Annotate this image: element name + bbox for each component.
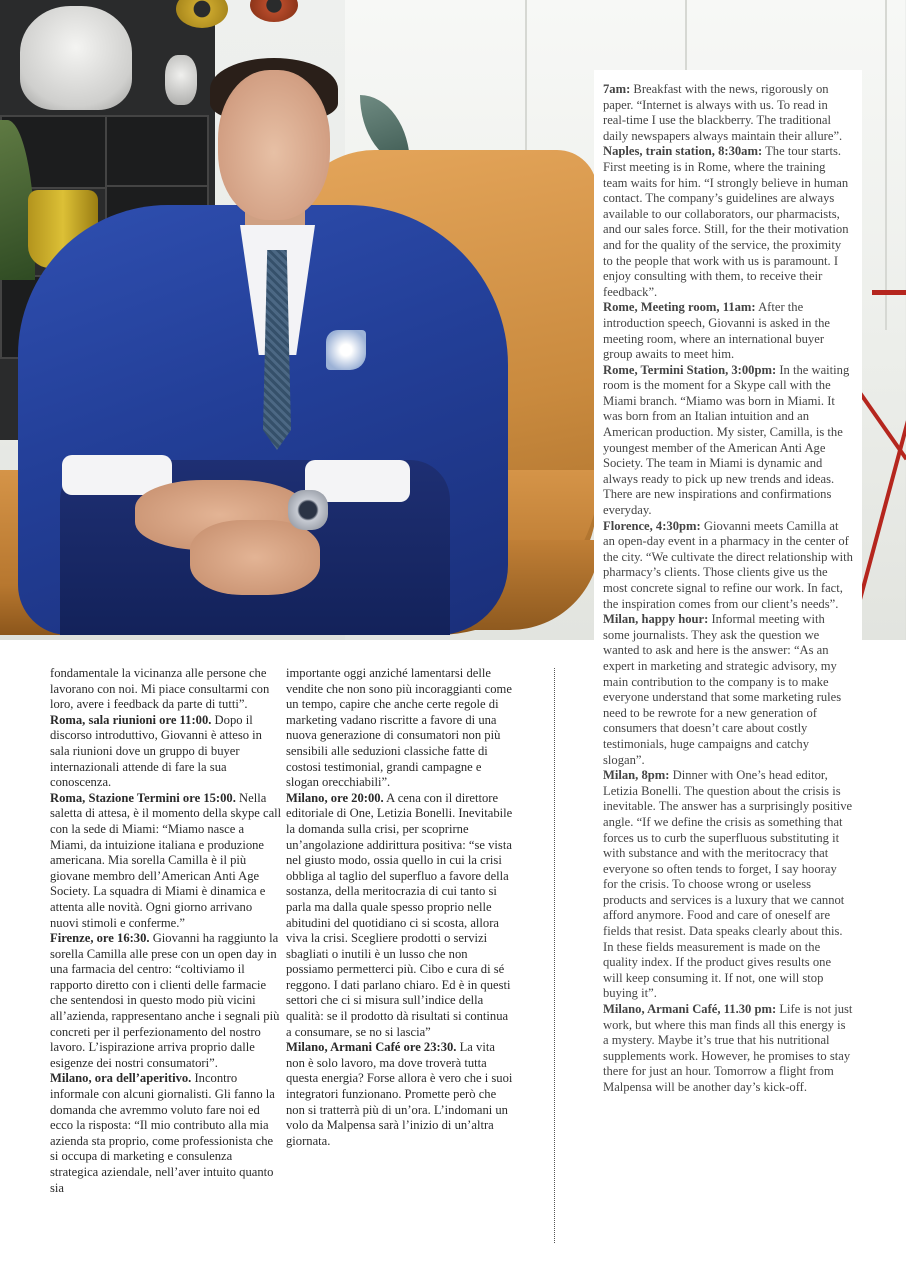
paragraph-milano-20 (286, 791, 516, 1041)
paragraph-heading: Milano, ore 20:00. (286, 790, 384, 805)
paragraph-text: Nella saletta di attesa, è il momento della skype call con la sede di Miami: “Miamo nasce a Miami, da intuizione italiana e produzione americana. Mia sorella Camilla è il più giovane membro dell’American Anti Age Society. La squadra di Miami è dinamica e attenta alle novità. Ogni giorno arrivano nuovi stimoli e conferme.” (50, 790, 282, 930)
paragraph-heading: Milan, 8pm: (603, 768, 670, 783)
paragraph-text: La vita non è solo lavoro, ma dove troverà tutta questa energia? Forse allora è vero che i suoi integratori funzionano. Promette però che non si tratterrà più di un’ora. L’indomani un volo da Malpensa sarà l’inizio di un’altra giornata. (286, 1040, 513, 1148)
paragraph-text: A cena con il direttore editoriale di One, Letizia Bonelli. Inevitabile la domanda sulla crisi, per scoprirne un’angolazione addirittura positiva: “se vista nel giusto modo, ossia quello in cui la crisi obbliga al taglio del superfluo a favore della sostanza, della meritocrazia di cui tanto si parla ma dalla quale spesso proprio nelle abitudini del quotidiano ci si scosta, allora viva la crisi. Scegliere prodotti o servizi sbagliati o inutili è un lusso che non possiamo permetterci più. Cibo e cura di sé reggono. I dati parlano chiaro. Ed è in questi settori che ci si misura sull’indice della qualità: se il prodotto dà risultati si continua a consumare, se no si lascia” (286, 790, 513, 1039)
english-column (603, 82, 853, 1096)
italian-column-2 (286, 666, 516, 1149)
paragraph-text: In the waiting room is the moment for a Skype call with the Miami branch. “Miamo was born in Miami. It was born from an Italian intuition and an American production. My sister, Camilla, is the youngest member of the American Anti Age Society. The team in Miami is dynamic and always ready to pick up new trends and ideas. There are new inspirations and confirmations everyday. (603, 362, 850, 518)
paragraph-heading: Rome, Meeting room, 11am: (603, 300, 756, 315)
paragraph-heading: Milano, Armani Café, 11.30 pm: (603, 1002, 777, 1017)
paragraph-rome-meeting (603, 300, 853, 362)
paragraph-7am (603, 82, 853, 144)
paragraph-rome-termini (603, 363, 853, 519)
hand (190, 520, 320, 595)
paragraph-text: Informal meeting with some journalists. They ask the question we wanted to ask and here is the answer: “As an expert in marketing and strategic advisory, my main contribution to the company is to make everyone understand that some marketing rules need to be rewrote for a new generation of consumers that doesn’t care about costly testimonials, huge campaigns and catchy slogan”. (603, 612, 842, 767)
paragraph-roma-sala (50, 713, 282, 791)
paragraph-heading: Milano, Armani Café ore 23:30. (286, 1040, 457, 1055)
paragraph-milano-armani (286, 1040, 516, 1149)
paragraph-heading: Roma, Stazione Termini ore 15:00. (50, 790, 236, 805)
shelf-cell (105, 115, 209, 189)
paragraph-milan-8pm (603, 768, 853, 1002)
paragraph-firenze (50, 931, 282, 1071)
paragraph-heading: Naples, train station, 8:30am: (603, 144, 763, 159)
paragraph-text: Dinner with One’s head editor, Letizia Bonelli. The question about the crisis is inevitable. The answer has a surprisingly positive angle. “If we define the crisis as something that forces us to curb the superfluous substituting it with substance and with the meritocracy that everyone so often tends to forget, I say hooray for the crisis. To choose wrong or useless products and services is a luxury that we cannot afford anymore. Food and care of oneself are fields that resist. Data speaks clearly about this. In these fields measurement is made on the quality index. If the product gives results one will keep consuming it. If not, one will stop buying it”. (603, 768, 853, 1001)
paragraph-heading: Firenze, ore 16:30. (50, 931, 150, 946)
paragraph-continuation: importante oggi anziché lamentarsi delle vendite che non sono più incoraggianti come un tempo, capire che anche certe regole di marketing vadano riscritte a favore di una nuova generazione di consumatori non più sensibili alle seduzioni classiche fatte di costosi testimonial, grandi campagne e slogan orecchiabili”. (286, 666, 512, 790)
paragraph-heading: Rome, Termini Station, 3:00pm: (603, 362, 777, 377)
paragraph-milano-armani (603, 1002, 853, 1096)
paragraph-heading: Roma, sala riunioni ore 11:00. (50, 712, 212, 727)
paragraph-roma-termini (50, 791, 282, 931)
paragraph-text: Dopo il discorso introduttivo, Giovanni è atteso in sala riunioni dove un gruppo di buyer internazionali attende di fare la sua conoscenza. (50, 712, 262, 790)
paragraph-text: After the introduction speech, Giovanni is asked in the meeting room, where an international buyer group awaits to meet him. (603, 300, 830, 362)
paragraph-intro: fondamentale la vicinanza alle persone che lavorano con noi. Mi piace consultarmi con loro, avere i feedback da parte di tutti”. (50, 666, 270, 712)
paragraph-heading: Florence, 4:30pm: (603, 518, 701, 533)
paragraph-heading: 7am: (603, 82, 631, 96)
man-tie (263, 250, 291, 450)
buddha-statue (20, 6, 132, 110)
stand-bar (872, 290, 906, 295)
red-ring-sculpture (250, 0, 298, 22)
pocket-square (326, 330, 366, 370)
paragraph-text: Breakfast with the news, rigorously on paper. “Internet is always with us. To read in real-time I use the blackberry. The traditional daily newspapers always maintain their allure”. (603, 82, 843, 143)
small-statue (165, 55, 197, 105)
paragraph-milano-aperitivo (50, 1071, 282, 1196)
paragraph-milan-happy-hour (603, 612, 853, 768)
paragraph-text: Life is not just work, but where this man finds all this energy is a mystery. Maybe it’s true that his nutritional supplements work. However, he promises to stay there for just an hour. Tomorrow a flight from Malpensa will be another day’s kick-off. (603, 1002, 853, 1094)
column-divider (554, 668, 555, 1243)
stand-bar (856, 413, 906, 607)
man-face (218, 70, 330, 220)
paragraph-text: Giovanni meets Camilla at an open-day event in a pharmacy in the center of the city. “We cultivate the direct relationship with pharmacy’s clients. Those clients give us the most concrete signal to refine our work. In fact, the inspiration comes from our client’s needs”. (603, 518, 853, 611)
paragraph-heading: Milan, happy hour: (603, 612, 709, 627)
red-stand (862, 290, 906, 610)
paragraph-heading: Milano, ora dell’aperitivo. (50, 1071, 192, 1086)
paragraph-text: Giovanni ha raggiunto la sorella Camilla alle prese con un open day in una farmacia del centro: “coltiviamo il rapporto diretto con i clienti delle farmacie che sentendosi in questo modo più vicini all’azienda, rappresentano anche i segnali più concreti per il perfezionamento del nostro lavoro. L’ispirazione arriva proprio dalle esigenze dei nostri consumatori”. (50, 931, 280, 1070)
paragraph-naples (603, 144, 853, 300)
paragraph-text: The tour starts. First meeting is in Rome, where the training team waits for him. “I strongly believe in human contact. The company’s guidelines are always available to our collaborators, our pharmacists, and our sales force. Still, for the their motivation and for the quality of the service, the proximity to the people that work with us is paramount. I enjoy consulting with them, to receive their feedback”. (603, 144, 849, 299)
paragraph-text: Incontro informale con alcuni giornalisti. Gli fanno la domanda che avremmo voluto fare noi ed ecco la risposta: “Il mio contributo alla mia azienda sta proprio, come professionista che si occupa di marketing e consulenza strategica aziendale, nell’aver intuito quanto sia (50, 1071, 275, 1195)
paragraph-florence (603, 519, 853, 613)
wristwatch (288, 490, 328, 530)
italian-column-1 (50, 666, 282, 1196)
